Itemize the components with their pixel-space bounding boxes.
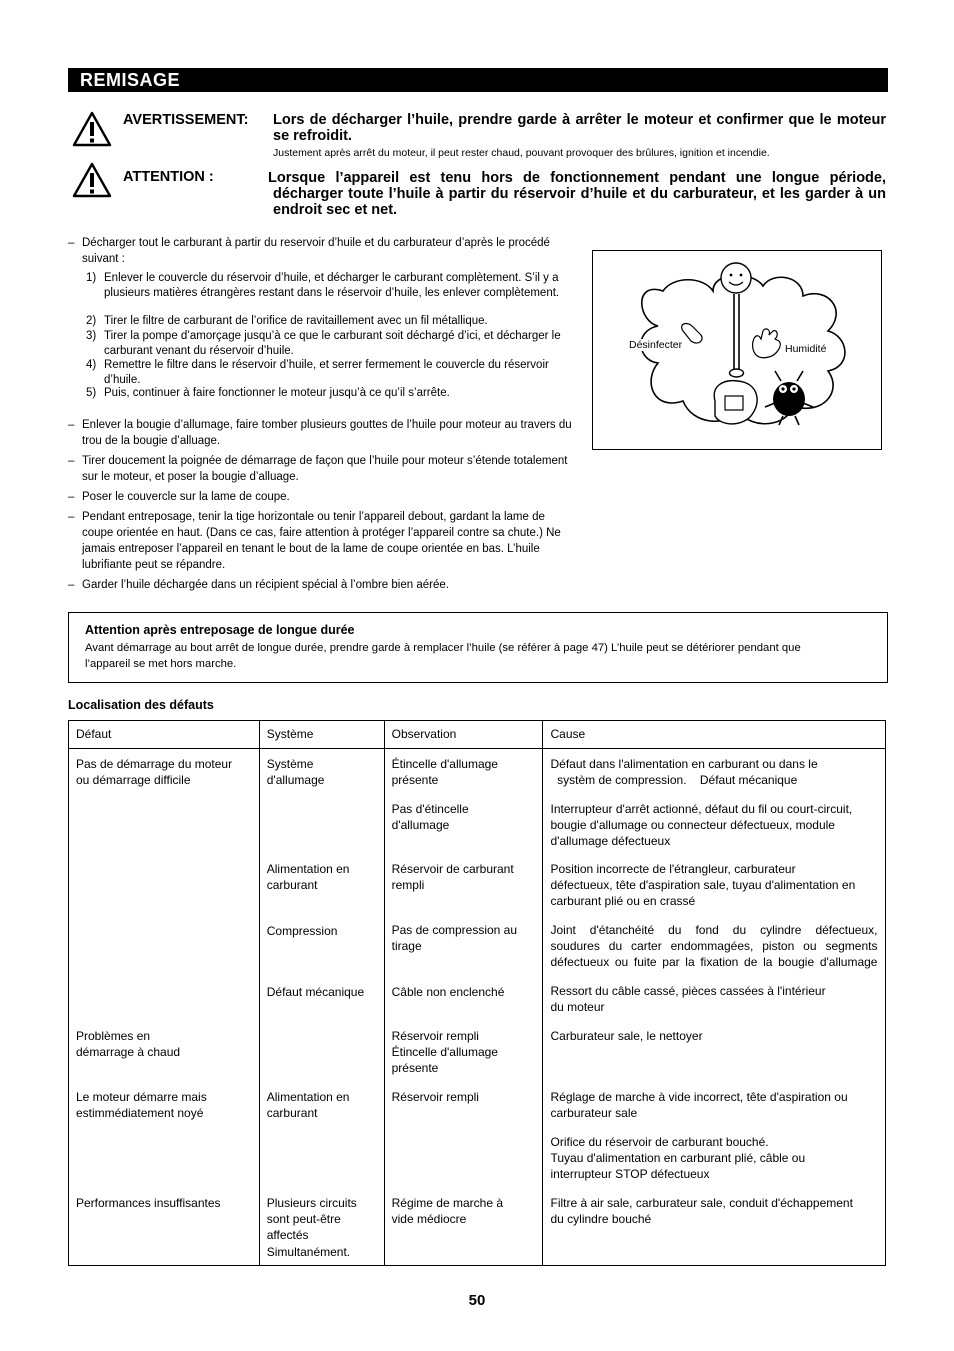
dash-marker: – [68,237,75,249]
storage-item: – Poser le couvercle sur la lame de coupe. [68,491,290,503]
table-cell: Alimentation en carburant [266,1090,350,1121]
caution-triangle-icon [72,162,112,198]
system-column [259,749,384,1266]
table-cell: Orifice du réservoir de carburant bouché. Tuyau d'alimentation en carburant plié, câble ou interrupteur STOP défectueux [550,1135,806,1182]
table-cell: Câble non enclenché [391,985,505,999]
section-title-bar [68,68,888,92]
table-cell: Réservoir rempli [391,1090,479,1104]
defect-column [69,749,260,1266]
table-cell: Étincelle d'allumage présente [391,757,498,788]
table-cell: Pas de démarrage du moteur ou démarrage difficile [76,757,233,788]
table-cell: Performances insuffisantes [76,1196,221,1210]
table-header: Défaut [69,721,260,749]
procedure-step: 3) Tirer la pompe d’amorçage jusqu’à ce que le carburant soit déchargé d’ici, et décharger le carburant venant du réservoir d’huile. [86,330,561,357]
table-cell: Plusieurs circuits sont peut-être affectés Simultanément. [266,1196,357,1259]
warning-headline: Lors de décharger l’huile, prendre garde à arrêter le moteur et confirmer que le moteur se refroidit. [273,112,886,144]
procedure-step: 1) Enlever le couvercle du réservoir d’huile, et décharger le carburant complètement. S’il y a plusieurs matières étrangères restant dans le réservoir d’huile, les enlever complètement. [86,272,560,299]
table-cell: Défaut mécanique [266,985,365,999]
storage-item: – Enlever la bougie d’allumage, faire tomber plusieurs gouttes de l’huile pour moteur au travers du trou de la bougie d’alluage. [68,419,572,447]
storage-illustration [592,250,882,450]
table-cell: Réglage de marche à vide incorrect, tête d'aspiration ou carburateur sale [550,1090,848,1121]
table-body-row [69,749,886,1266]
figure-label-humidity: Humidité [785,343,827,355]
table-header-row [69,721,886,749]
table-cell: Réservoir de carburant rempli [391,862,514,893]
procedure-intro [68,235,573,267]
warning-label: AVERTISSEMENT: [123,112,249,128]
table-cell: Compression [266,924,338,938]
table-cell: Interrupteur d'arrêt actionné, défaut du fil ou court-circuit, bougie d'allumage ou connecteur défectueux, module d'allumage défectueux [550,802,853,849]
storage-item: – Tirer doucement la poignée de démarrage de façon que l’huile pour moteur s’étende totalement sur le moteur, et poser la bougie d’alluage. [68,455,568,483]
table-cell: Défaut dans l'alimentation en carburant ou dans le systèm de compression. Défaut mécanique [550,757,818,788]
storage-note-box [68,612,888,683]
storage-item: – Pendant entreposage, tenir la tige horizontale ou tenir l’appareil debout, gardant la lame de coupe orientée en haut. (Dans ce cas, faire attention à protéger l’appareil contre sa chute.) Ne jamais entreposer l’appareil en tenant le bout de la lame de coupe orientée en bas. L’huile lubrifiante peut se répandre. [68,511,561,571]
table-cell: Pas d'étincelle d'allumage [391,802,469,833]
table-cell: Le moteur démarre mais estimmédiatement noyé [76,1090,207,1121]
table-header: Système [259,721,384,749]
table-cell: Réservoir rempli Étincelle d'allumage présente [391,1029,498,1076]
table-cell: Filtre à air sale, carburateur sale, conduit d'échappement du cylindre bouché [550,1196,853,1227]
page-number: 50 [468,1292,486,1309]
table-header: Cause [543,721,886,749]
procedure-step: 2) Tirer le filtre de carburant de l’orifice de ravitaillement avec un fil métallique. [86,315,488,327]
figure-label-disinfect: Désinfecter [629,339,683,351]
note-body: Avant démarrage au bout arrêt de longue durée, prendre garde à remplacer l’huile (se référer à page 47) L’huile peut se détériorer pendant que l’appareil se met hors marche. [85,642,801,670]
section-title: REMISAGE [80,70,181,90]
table-header: Observation [384,721,543,749]
observation-column [384,749,543,1266]
warning-triangle-icon [72,111,112,147]
note-title: Attention après entreposage de longue durée [85,623,355,637]
procedure-intro-text: Décharger tout le carburant à partir du reservoir d’huile et du carburateur d’après le procédé suivant : [82,237,550,265]
cause-column [543,749,886,1266]
troubleshooting-table [68,720,886,1266]
troubleshooting-title: Localisation des défauts [68,698,214,712]
procedure-step: 5) Puis, continuer à faire fonctionner le moteur jusqu’à ce qu’il s’arrête. [86,387,450,399]
table-cell: Joint d'étanchéité du fond du cylindre défectueux, soudures du carter endommagées, piston ou segments défectueux ou fuite par la fixation de la bougie d'allumage [550,923,878,970]
table-cell: Régime de marche à vide médiocre [391,1196,504,1227]
warning-detail: Justement après arrêt du moteur, il peut rester chaud, pouvant provoquer des brûlures, ignition et incendie. [273,147,770,159]
table-cell: Ressort du câble cassé, pièces cassées à l'intérieur du moteur [550,984,826,1015]
table-cell: Pas de compression au tirage [391,923,518,954]
procedure-step: 4) Remettre le filtre dans le réservoir d’huile, et serrer fermement le couvercle du réservoir d’huile. [86,359,549,386]
table-cell: Problèmes en démarrage à chaud [76,1029,181,1060]
caution-headline: Lorsque l’appareil est tenu hors de fonctionnement pendant une longue période, décharger toute l’huile à partir du réservoir d’huile et du carburateur, et les garder à un endroit sec et net. [268,170,886,218]
storage-item: – Garder l’huile déchargée dans un récipient spécial à l’ombre bien aérée. [68,579,449,591]
table-cell: Alimentation en carburant [266,862,350,893]
caution-label: ATTENTION : [123,169,214,185]
table-cell: Système d'allumage [266,757,325,788]
table-cell: Position incorrecte de l'étrangleur, carburateur défectueux, tête d'aspiration sale, tuyau d'alimentation en carburant plié ou en crassé [550,862,856,909]
table-cell: Carburateur sale, le nettoyer [550,1029,703,1043]
